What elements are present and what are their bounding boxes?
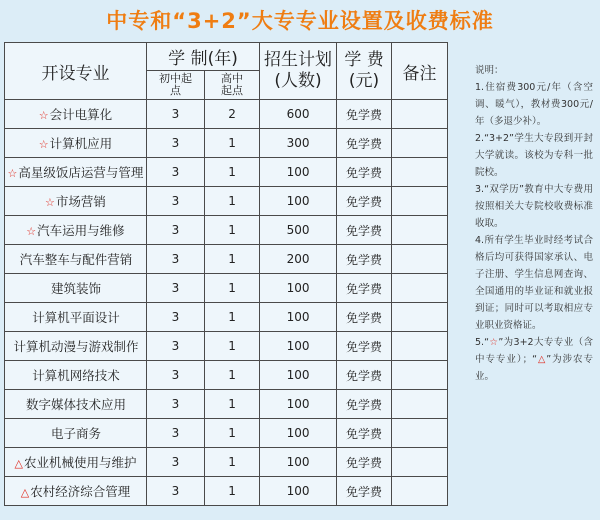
major-name: 汽车整车与配件营销: [19, 252, 133, 267]
major-mark-icon: ☆: [38, 109, 49, 122]
start-gz-cell: 1: [205, 448, 260, 477]
plan-cell: 100: [260, 448, 337, 477]
plan-cell: 100: [260, 274, 337, 303]
start-zz-cell: 3: [147, 448, 205, 477]
plan-cell: 100: [260, 187, 337, 216]
start-zz-cell: 3: [147, 332, 205, 361]
major-cell: [5, 245, 147, 274]
header-remark: 备注: [392, 43, 448, 100]
plan-cell: 100: [260, 361, 337, 390]
major-cell: [5, 361, 147, 390]
start-gz-cell: 1: [205, 477, 260, 506]
header-start-zz: 初中起点: [147, 71, 205, 100]
plan-cell: 100: [260, 303, 337, 332]
remark-cell: [392, 390, 448, 419]
header-enrollment: 招生计划(人数): [260, 43, 337, 100]
plan-cell: 600: [260, 100, 337, 129]
fee-cell: 免学费: [337, 129, 392, 158]
major-name: 市场营销: [55, 194, 106, 209]
fee-cell: 免学费: [337, 303, 392, 332]
notes-panel: [475, 62, 593, 385]
table-row: [5, 245, 448, 274]
start-zz-cell: 3: [147, 100, 205, 129]
fee-cell: 免学费: [337, 390, 392, 419]
start-gz-cell: 1: [205, 216, 260, 245]
start-gz-cell: 1: [205, 361, 260, 390]
major-name: 高星级饭店运营与管理: [18, 165, 144, 180]
remark-cell: [392, 303, 448, 332]
table-row: [5, 361, 448, 390]
note-3: 3.“双学历”教育中大专费用按照相关大专院校收费标准收取。: [475, 184, 593, 229]
fee-cell: 免学费: [337, 187, 392, 216]
start-gz-cell: 1: [205, 158, 260, 187]
major-cell: [5, 448, 147, 477]
plan-cell: 200: [260, 245, 337, 274]
start-zz-cell: 3: [147, 419, 205, 448]
fee-cell: 免学费: [337, 419, 392, 448]
plan-cell: 100: [260, 158, 337, 187]
major-name: 电子商务: [50, 426, 101, 441]
start-zz-cell: 3: [147, 477, 205, 506]
table-row: [5, 129, 448, 158]
table-row: [5, 303, 448, 332]
major-cell: [5, 100, 147, 129]
major-name: 建筑装饰: [50, 281, 101, 296]
major-cell: [5, 187, 147, 216]
table-row: [5, 100, 448, 129]
start-zz-cell: 3: [147, 129, 205, 158]
table-row: [5, 332, 448, 361]
major-mark-icon: ☆: [45, 196, 55, 209]
major-cell: [5, 274, 147, 303]
note-4: 4.所有学生毕业时经考试合格后均可获得国家承认、电子注册、学生信息网查询、全国通用的毕业证和就业报到证；同时可以考取相应专业职业资格证。: [475, 235, 593, 331]
triangle-icon: △: [537, 354, 547, 365]
major-cell: [5, 216, 147, 245]
major-mark-icon: ☆: [38, 138, 49, 151]
major-name: 汽车运用与维修: [37, 223, 125, 238]
fee-cell: 免学费: [337, 361, 392, 390]
start-gz-cell: 1: [205, 332, 260, 361]
plan-cell: 100: [260, 332, 337, 361]
fee-cell: 免学费: [337, 274, 392, 303]
remark-cell: [392, 332, 448, 361]
remark-cell: [392, 477, 448, 506]
major-mark-icon: ☆: [26, 225, 37, 238]
table-row: [5, 419, 448, 448]
remark-cell: [392, 361, 448, 390]
major-name: 计算机平面设计: [32, 310, 120, 325]
note-1: 1.住宿费300元/年（含空调、暖气），教材费300元/年（多退少补）。: [475, 82, 593, 127]
major-mark-icon: △: [14, 457, 23, 470]
major-cell: [5, 419, 147, 448]
fee-cell: 免学费: [337, 100, 392, 129]
header-start-gz: 高中起点: [205, 71, 260, 100]
start-zz-cell: 3: [147, 216, 205, 245]
note-2: 2.“3+2”学生大专段到开封大学就读。该校为专科一批院校。: [475, 133, 593, 178]
start-zz-cell: 3: [147, 245, 205, 274]
fee-cell: 免学费: [337, 477, 392, 506]
star-icon: ☆: [489, 337, 499, 348]
start-zz-cell: 3: [147, 187, 205, 216]
fee-cell: 免学费: [337, 158, 392, 187]
plan-cell: 500: [260, 216, 337, 245]
majors-table: [4, 42, 448, 506]
start-gz-cell: 1: [205, 274, 260, 303]
major-cell: [5, 477, 147, 506]
note-5: [475, 334, 593, 385]
start-zz-cell: 3: [147, 303, 205, 332]
table-row: [5, 390, 448, 419]
table-row: [5, 274, 448, 303]
remark-cell: [392, 187, 448, 216]
start-gz-cell: 1: [205, 129, 260, 158]
notes-heading: 说明：: [475, 65, 504, 76]
major-mark-icon: ☆: [7, 167, 18, 180]
note-5-part-c: ”为涉农专业。: [475, 354, 594, 382]
start-gz-cell: 1: [205, 245, 260, 274]
note-5-part-b: ”为3+2大专专业（含中专专业）；“: [475, 337, 593, 365]
remark-cell: [392, 158, 448, 187]
major-mark-icon: △: [20, 486, 30, 499]
remark-cell: [392, 419, 448, 448]
start-gz-cell: 1: [205, 419, 260, 448]
plan-cell: 100: [260, 390, 337, 419]
start-zz-cell: 3: [147, 390, 205, 419]
fee-cell: 免学费: [337, 448, 392, 477]
header-duration: 学 制(年): [147, 43, 260, 71]
major-name: 计算机网络技术: [32, 368, 120, 383]
table-row: [5, 448, 448, 477]
major-cell: [5, 332, 147, 361]
fee-cell: 免学费: [337, 245, 392, 274]
fee-cell: 免学费: [337, 332, 392, 361]
remark-cell: [392, 216, 448, 245]
start-gz-cell: 1: [205, 303, 260, 332]
major-name: 会计电算化: [49, 107, 113, 122]
major-name: 农业机械使用与维护: [23, 455, 137, 470]
table-row: [5, 187, 448, 216]
header-fee: 学 费(元): [337, 43, 392, 100]
start-zz-cell: 3: [147, 361, 205, 390]
major-name: 计算机应用: [49, 136, 113, 151]
table-row: [5, 158, 448, 187]
start-gz-cell: 1: [205, 390, 260, 419]
start-gz-cell: 1: [205, 187, 260, 216]
major-cell: [5, 158, 147, 187]
start-zz-cell: 3: [147, 158, 205, 187]
page-title: 中专和“3+2”大专专业设置及收费标准: [106, 9, 494, 33]
header-major: 开设专业: [5, 43, 147, 100]
plan-cell: 100: [260, 477, 337, 506]
major-name: 计算机动漫与游戏制作: [13, 339, 139, 354]
major-cell: [5, 390, 147, 419]
table-row: [5, 477, 448, 506]
remark-cell: [392, 245, 448, 274]
remark-cell: [392, 100, 448, 129]
table-row: [5, 216, 448, 245]
remark-cell: [392, 274, 448, 303]
start-gz-cell: 2: [205, 100, 260, 129]
plan-cell: 300: [260, 129, 337, 158]
remark-cell: [392, 448, 448, 477]
remark-cell: [392, 129, 448, 158]
major-cell: [5, 303, 147, 332]
major-name: 农村经济综合管理: [30, 484, 131, 499]
start-zz-cell: 3: [147, 274, 205, 303]
fee-cell: 免学费: [337, 216, 392, 245]
note-5-part-a: 5.“: [475, 337, 489, 348]
major-name: 数字媒体技术应用: [25, 397, 126, 412]
plan-cell: 100: [260, 419, 337, 448]
major-cell: [5, 129, 147, 158]
